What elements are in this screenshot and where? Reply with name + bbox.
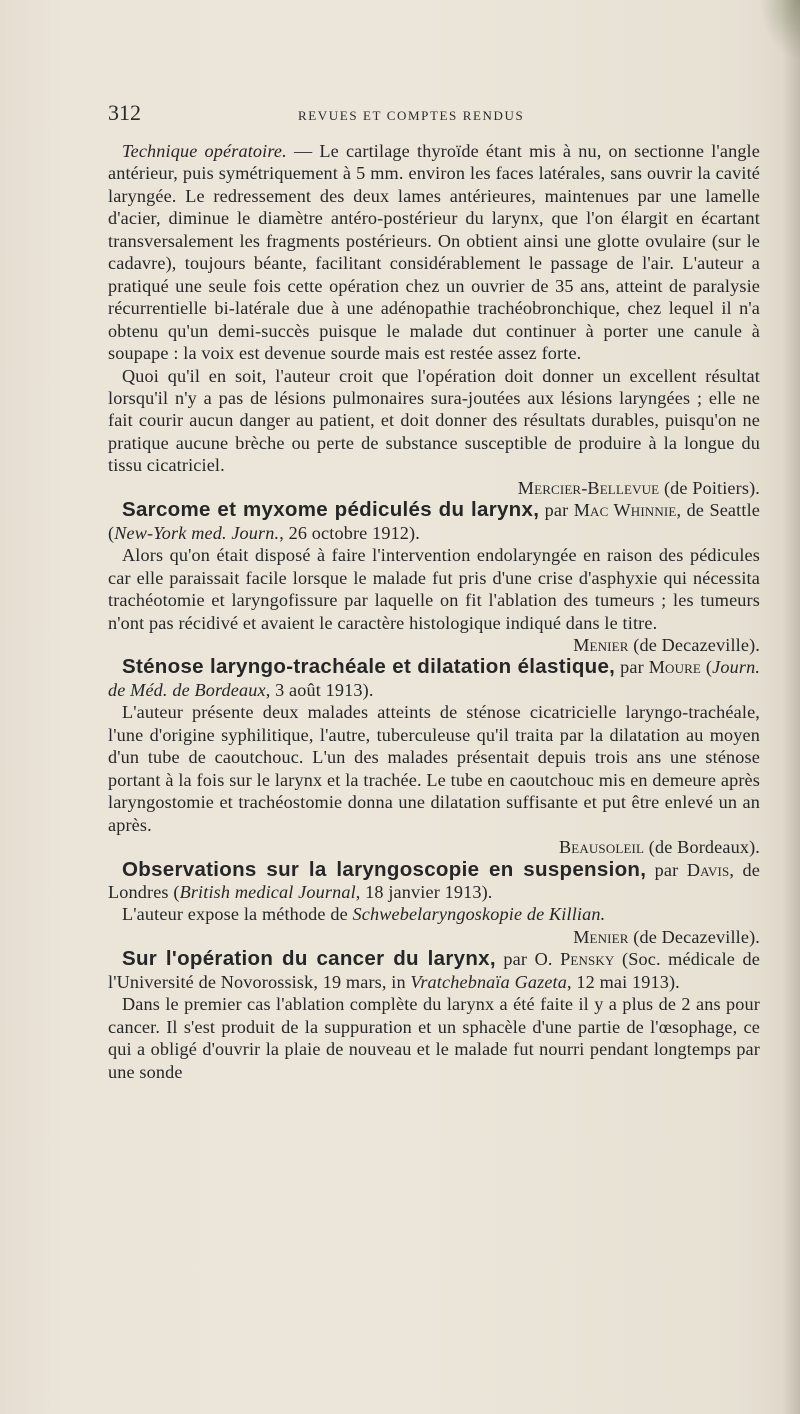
article-4-text-pre: L'auteur expose la méthode de (122, 904, 353, 925)
body-text (108, 140, 760, 1083)
article-4-heading (108, 859, 760, 904)
article-1-signature (108, 477, 760, 499)
article-3-signature-name: Beausoleil (558, 837, 645, 858)
article-5-author: Pensky (560, 949, 615, 970)
article-2-title: Sarcome et myxome pédiculés du larynx, (122, 498, 540, 522)
article-5-author-place: (Soc. médicale de l'Université de Novorossisk, 19 mars, in (108, 949, 761, 992)
article-2-text: Alors qu'on était disposé à faire l'intervention endolaryngée en raison des pédicules car elle paraissait facile lorsque le malade fut pris d'une crise d'asphyxie qui nécessita trachéotomie et laryngofissure par laquelle on fit l'ablation des tumeurs ; les tumeurs n'ont pas récidivé et avaient le caractère histologique indiqué dans le titre. (108, 545, 760, 633)
article-1-lead: Technique opératoire. (122, 141, 287, 161)
article-2-heading (108, 499, 760, 544)
article-4-signature-place: (de Decazeville). (628, 926, 760, 947)
article-2-signature (108, 634, 760, 656)
article-5-by: par O. (495, 949, 561, 970)
article-2-author: Mac Whinnie (573, 500, 677, 521)
article-3-title: Sténose laryngo-trachéale et dilatation élastique, (122, 655, 616, 679)
article-4-signature (108, 926, 760, 948)
article-5-text: Dans le premier cas l'ablation complète du larynx a été faite il y a plus de 2 ans pour cancer. Il s'est produit de la suppuration et un sphacèle d'une partie de l'œsophage, ce qui a obligé d'ouvrir la plaie de nouveau et le malade fut nourri pendant longtemps par une sonde (108, 994, 760, 1082)
article-3-heading (108, 656, 760, 701)
article-3-signature-place: (de Bordeaux). (644, 837, 760, 858)
article-5-heading (108, 948, 760, 993)
article-3-text: L'auteur présente deux malades atteints de sténose cicatricielle laryngo-trachéale, l'une d'origine syphilitique, l'autre, tuberculeuse qu'il traita par la dilatation au moyen d'un tube de caoutchouc. L'un des malades présentait depuis trois ans une sténose portant à la fois sur le larynx et la trachée. Le tube en caoutchouc mis en demeure après laryngostomie et trachéostomie donna une dilatation suffisante et put être enlevé un an après. (108, 702, 760, 835)
article-2-by: par (539, 500, 574, 521)
article-4-author-place: , de Londres ( (108, 859, 760, 902)
article-1-paragraph-2: Quoi qu'il en soit, l'auteur croit que l'opération doit donner un excellent résultat lorsqu'il n'y a pas de lésions pulmonaires sura-joutées aux lésions laryngées ; elle ne fait courir aucun danger au patient, et doit donner des résultats durables, puisqu'on ne pratique aucune brèche ou perte de substance susceptible de produire à la longue du tissu cicatriciel. (108, 365, 760, 476)
article-1-signature-place: (de Poitiers). (659, 477, 760, 498)
article-4-date: , 18 janvier 1913). (355, 881, 493, 902)
article-4-author: Davis (686, 859, 730, 880)
article-3-open: ( (701, 657, 713, 678)
article-5-title: Sur l'opération du cancer du larynx, (122, 947, 496, 971)
article-2-author-place: , de Seattle ( (108, 500, 760, 543)
article-5-journal: Vratchebnaïa Gazeta (410, 971, 567, 992)
article-3-signature (108, 836, 760, 858)
article-4-signature-name: Menier (573, 926, 629, 947)
article-4-by: par (646, 859, 679, 880)
article-2-signature-place: (de Decazeville). (628, 634, 760, 655)
page-header (108, 100, 763, 130)
article-2-date: , 26 octobre 1912). (279, 522, 420, 543)
page-number: 312 (108, 100, 141, 125)
article-1-text: — Le cartilage thyroïde étant mis à nu, on sectionne l'angle antérieur, puis symétriquement à 5 mm. environ les faces latérales, sans ouvrir la cavité laryngée. Le redressement des deux lames antérieures, maintenues par une lamelle d'acier, diminue le diamètre antéro-postérieur du larynx, que l'on élargit en écartant transversalement les fragments postérieurs. On obtient ainsi une glotte ovulaire (sur le cadavre), toujours béante, facilitant considérablement le passage de l'air. L'auteur a pratiqué une seule fois cette opération chez un ouvrier de 35 ans, atteint de paralysie récurrentielle bi-latérale due à une adénopathie trachéobronchique, chez lequel il n'a obtenu qu'un demi-succès puisque le malade dut continuer à porter une canule à soupape : la voix est devenue sourde mais est restée assez forte. (108, 141, 760, 364)
article-1-signature-name: Mercier-Bellevue (517, 477, 660, 498)
article-3-by: par (620, 657, 649, 678)
article-4-text (108, 903, 760, 925)
article-2-journal: New-York med. Journ. (114, 522, 280, 543)
article-3-author: Moure (648, 657, 702, 678)
running-head: REVUES ET COMPTES RENDUS (298, 108, 525, 123)
article-3-date: , 3 août 1913). (265, 679, 374, 700)
article-5-date: , 12 mai 1913). (567, 971, 680, 992)
article-1-paragraph-1 (108, 140, 760, 365)
article-2-signature-name: Menier (573, 634, 629, 655)
article-3-journal: Journ. de Méd. de Bordeaux (108, 657, 761, 700)
article-4-journal: British medical Journal (179, 881, 356, 902)
article-4-text-italic: Schwebelaryngoskopie de Killian. (352, 904, 606, 925)
page-stain (760, 0, 800, 60)
article-4-title: Observations sur la laryngoscopie en suspension, (122, 857, 647, 881)
